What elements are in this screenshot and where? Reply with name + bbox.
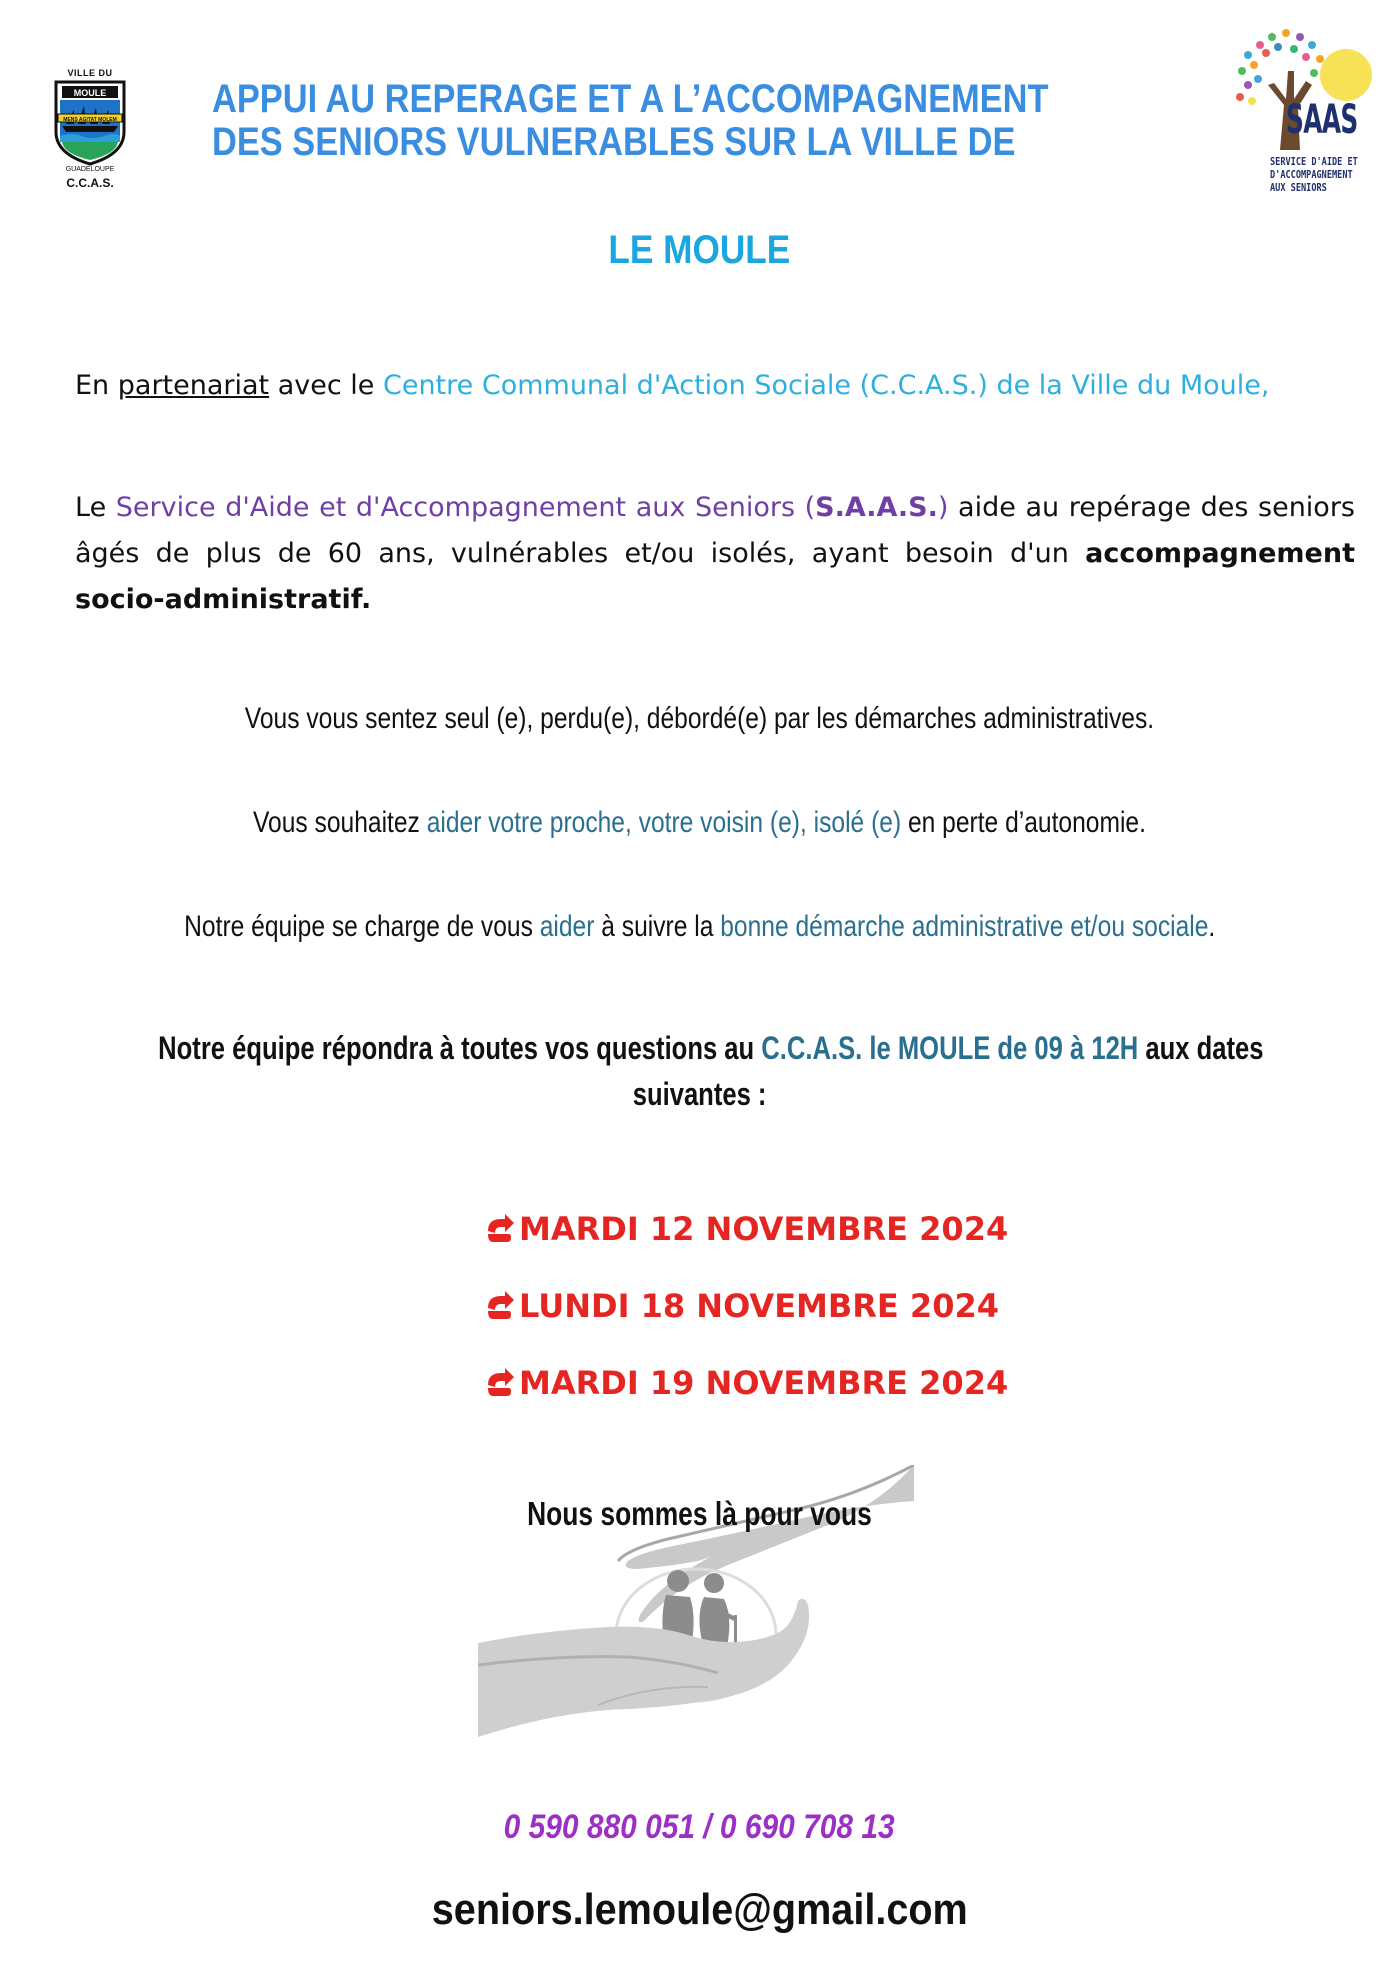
line-text	[184, 910, 1215, 944]
logo-motto-text: MENS AGITAT MOLEM	[63, 117, 117, 123]
saas-subtitle-line: D'ACCOMPAGNEMENT	[1270, 168, 1353, 181]
ccas-name: Centre Communal d'Action Sociale (C.C.A.S.) de la Ville du Moule,	[382, 370, 1270, 401]
service-paragraph	[75, 485, 1355, 623]
text-fragment: avec le	[269, 370, 383, 401]
dates-list	[485, 1190, 1008, 1421]
title-line-1: APPUI AU REPERAGE ET A L’ACCOMPAGNEMENT	[212, 77, 1049, 121]
highlight-text: aider votre proche, votre voisin (e), isolé (e)	[426, 806, 902, 839]
tagline	[0, 1495, 1399, 1533]
line-help-relative	[0, 806, 1399, 840]
tagline-text: Nous sommes là pour vous	[527, 1495, 872, 1532]
phone-numbers	[0, 1808, 1399, 1847]
notice-line-2: suivantes :	[633, 1076, 767, 1112]
text-fragment: Vous souhaitez	[253, 806, 427, 839]
page-subtitle	[0, 228, 1399, 273]
saas-subtitle-line: AUX SENIORS	[1270, 181, 1327, 194]
saas-logo-subtitle	[1270, 155, 1364, 194]
date-text: MARDI 19 NOVEMBRE 2024	[519, 1363, 1009, 1402]
text-fragment: .	[1208, 910, 1216, 943]
title-line-2: DES SENIORS VULNERABLES SUR LA VILLE DE	[212, 120, 1016, 164]
logo-banner-text: MOULE	[73, 88, 107, 98]
text-fragment: Notre équipe répondra à toutes vos questions au	[158, 1030, 762, 1066]
date-text: LUNDI 18 NOVEMBRE 2024	[519, 1286, 999, 1325]
logo-region-label: GUADELOUPE	[65, 166, 115, 173]
curved-arrow-icon	[485, 1214, 515, 1244]
page-title	[212, 78, 1212, 164]
logo-org-label: C.C.A.S.	[66, 176, 114, 190]
line-text	[253, 806, 1146, 840]
curved-arrow-icon	[485, 1291, 515, 1321]
text-fragment: .	[361, 584, 372, 615]
service-name: Service d'Aide et d'Accompagnement aux Seniors (	[115, 492, 816, 523]
highlight-text: aider	[539, 910, 595, 943]
coat-of-arms-icon	[52, 80, 128, 166]
date-item	[485, 1267, 1008, 1344]
email-address	[0, 1885, 1399, 1935]
service-emphasis: accompagnement socio-administratif	[75, 538, 1355, 615]
hours-notice	[20, 1025, 1380, 1117]
text-fragment: aux dates	[1138, 1030, 1264, 1066]
date-text: MARDI 12 NOVEMBRE 2024	[519, 1209, 1009, 1248]
date-item	[485, 1190, 1008, 1267]
hours-highlight: C.C.A.S. le MOULE de 09 à 12H	[761, 1030, 1139, 1066]
text-fragment: à suivre la	[594, 910, 721, 943]
text-fragment: En	[75, 370, 118, 401]
saas-subtitle-line: SERVICE D'AIDE ET	[1270, 155, 1358, 168]
text-fragment: en perte d’autonomie.	[901, 806, 1146, 839]
partnership-paragraph	[75, 363, 1355, 409]
text-fragment: Notre équipe se charge de vous	[183, 910, 540, 943]
highlight-text: bonne démarche administrative et/ou sociale	[720, 910, 1209, 943]
line-text: Vous vous sentez seul (e), perdu(e), débordé(e) par les démarches administratives.	[244, 702, 1155, 735]
line-feeling-lost	[0, 702, 1399, 736]
email-text: seniors.lemoule@gmail.com	[431, 1885, 968, 1934]
partner-word: partenariat	[117, 370, 270, 401]
saas-logo	[1228, 25, 1378, 215]
date-item	[485, 1344, 1008, 1421]
service-acronym: S.A.A.S.	[815, 492, 938, 523]
text-fragment: Le	[75, 492, 116, 523]
logo-town-label: VILLE DU	[67, 68, 113, 78]
text-fragment: aide au repérage des seniors âgés de plus de 60 ans, vulnérables et/ou isolés, ayant besoin d'un	[75, 492, 1355, 569]
curved-arrow-icon	[485, 1368, 515, 1398]
notice-line-1	[158, 1025, 1263, 1071]
text-fragment: )	[937, 492, 949, 523]
line-team-helps	[0, 910, 1399, 944]
saas-logo-name: SAAS	[1286, 97, 1358, 143]
subtitle-text: LE MOULE	[608, 228, 791, 272]
phone-text: 0 590 880 051 / 0 690 708 13	[504, 1808, 895, 1846]
ccas-logo	[50, 68, 130, 196]
